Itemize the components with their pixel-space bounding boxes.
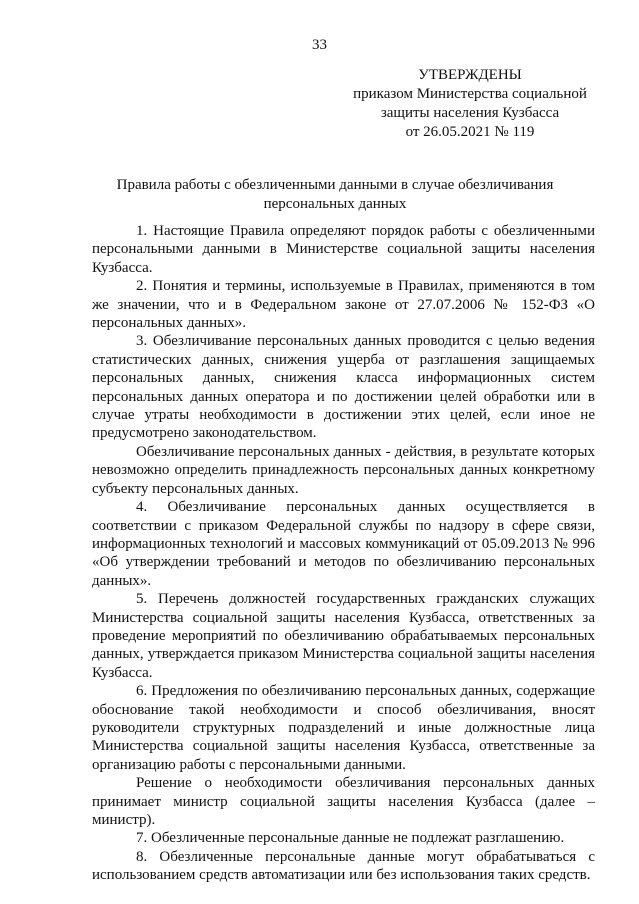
paragraph-6: 6. Предложения по обезличиванию персональных данных, содержащие обоснование такой необходимости и способ обезличивания, вносят руководители структурных подразделений и иные должностные лица Министерства социальной защиты населения Кузбасса, ответственные за организацию работы с персональными данными.	[92, 683, 595, 773]
document-title-line-1: Правила работы с обезличенными данными в случае обезличивания	[116, 177, 554, 193]
paragraph-7: 7. Обезличенные персональные данные не подлежат разглашению.	[136, 830, 565, 847]
approval-date-line: от 26.05.2021 № 119	[405, 124, 535, 140]
paragraph-2: 2. Понятия и термины, используемые в Правилах, применяются в том же значении, что и в Федеральном законе от 27.07.2006 № 152-ФЗ «О персональных данных».	[92, 278, 595, 332]
approval-order-line: приказом Министерства социальной	[353, 86, 587, 102]
document-title	[100, 176, 570, 214]
approval-ministry-line: защиты населения Кузбасса	[380, 105, 560, 121]
approval-heading: УТВЕРЖДЕНЫ	[418, 67, 522, 83]
paragraph-3-definition: Обезличивание персональных данных - действия, в результате которых невозможно определить принадлежность персональных данных конкретному субъекту персональных данных.	[92, 443, 595, 497]
paragraph-1: 1. Настоящие Правила определяют порядок работы с обезличенными персональными данными в Министерстве социальной защиты населения Кузбасса.	[92, 223, 595, 276]
paragraph-6-decision: Решение о необходимости обезличивания персональных данных принимает министр социальной защиты населения Кузбасса (далее – министр).	[92, 775, 595, 828]
paragraph-5: 5. Перечень должностей государственных гражданских служащих Министерства социальной защиты населения Кузбасса, ответственных за проведение мероприятий по обезличиванию обрабатываемых персональных данных, утверждается приказом Министерства социальной защиты населения Кузбасса.	[92, 591, 595, 681]
approval-stamp	[330, 66, 610, 142]
page-number: 33	[312, 37, 327, 53]
paragraph-4: 4. Обезличивание персональных данных осуществляется в соответствии с приказом Федеральной службы по надзору в сфере связи, информационных технологий и массовых коммуникаций от 05.09.2013 № 996 «Об утверждении требований и методов по обезличиванию персональных данных».	[92, 499, 595, 589]
document-title-line-2: персональных данных	[263, 196, 407, 212]
paragraph-8: 8. Обезличенные персональные данные могут обрабатываться с использованием средств автоматизации или без использования таких средств.	[92, 848, 595, 884]
document-body	[92, 222, 595, 885]
paragraph-3: 3. Обезличивание персональных данных проводится с целью ведения статистических данных, снижения ущерба от разглашения защищаемых персональных данных, снижения класса информационных систем персональных данных оператора и по достижении целей обработки или в случае утраты необходимости в достижении этих целей, если иное не предусмотрено законодательством.	[92, 333, 595, 442]
